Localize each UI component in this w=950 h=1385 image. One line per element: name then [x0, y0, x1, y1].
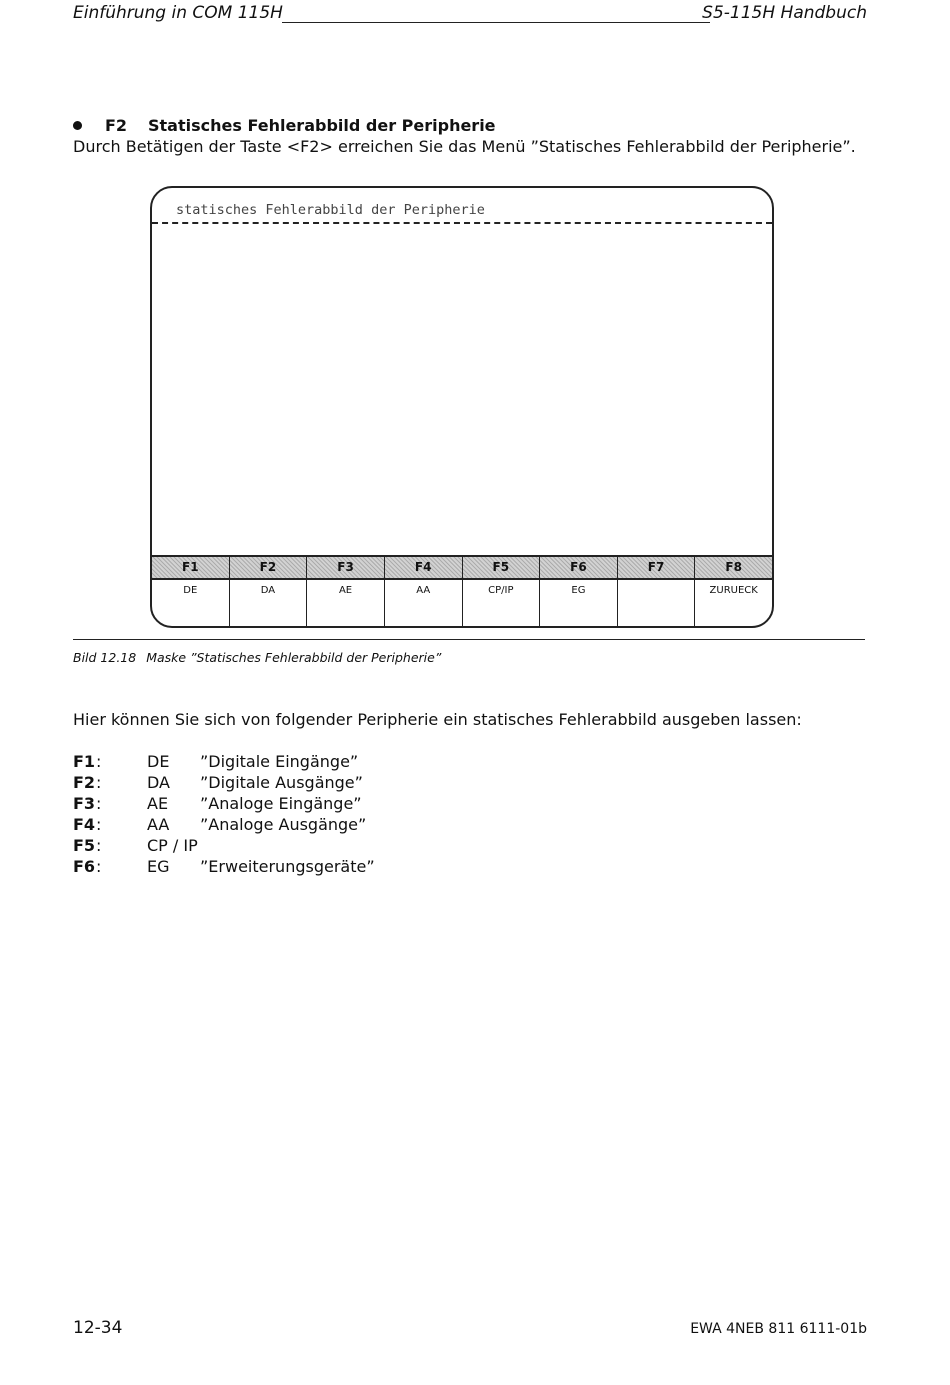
list-abbr: DE — [147, 752, 170, 771]
list-desc: ”Digitale Eingänge” — [200, 752, 359, 771]
fkey-action — [618, 580, 695, 585]
header-rule — [282, 22, 710, 23]
fkey-f4[interactable] — [385, 555, 463, 626]
fkey-f3[interactable] — [307, 555, 385, 626]
list-key: F5 — [73, 836, 96, 855]
page-number: 12-34 — [73, 1318, 123, 1338]
body-paragraph: Hier können Sie sich von folgender Peripherie ein statisches Fehlerabbild ausgeben lassen: — [73, 710, 802, 729]
list-colon: : — [96, 815, 102, 834]
fkey-action: DE — [183, 585, 198, 596]
header-right-title: S5-115H Handbuch — [702, 3, 867, 23]
figure-caption-text: Maske ”Statisches Fehlerabbild der Peripherie” — [146, 650, 442, 665]
fkey-label: F2 — [230, 555, 307, 580]
figure-number: Bild 12.18 — [73, 650, 137, 665]
header-left-title: Einführung in COM 115H — [73, 3, 283, 23]
fkey-action: ZURUECK — [709, 585, 758, 596]
list-abbr: EG — [147, 857, 170, 876]
terminal-screen-mask — [150, 186, 774, 628]
list-colon: : — [96, 773, 102, 792]
list-key: F1 — [73, 752, 96, 771]
section-key: F2 — [105, 116, 128, 135]
fkey-action: AA — [416, 585, 431, 596]
bullet-icon — [73, 121, 82, 130]
fkey-label: F7 — [618, 555, 695, 580]
figure-caption — [73, 650, 441, 665]
list-desc: ”Analoge Eingänge” — [200, 794, 362, 813]
list-colon: : — [96, 836, 102, 855]
list-colon: : — [96, 752, 102, 771]
list-abbr: DA — [147, 773, 170, 792]
fkey-label: F1 — [152, 555, 229, 580]
fkey-label: F4 — [385, 555, 462, 580]
fkey-label: F3 — [307, 555, 384, 580]
fkey-f6[interactable] — [540, 555, 618, 626]
section-title: Statisches Fehlerabbild der Peripherie — [148, 116, 496, 135]
list-key: F2 — [73, 773, 96, 792]
fkey-f5[interactable] — [463, 555, 541, 626]
list-key: F3 — [73, 794, 96, 813]
screen-dashed-divider — [152, 222, 772, 224]
fkey-label: F8 — [695, 555, 772, 580]
fkey-action: DA — [260, 585, 276, 596]
fkey-action: AE — [338, 585, 353, 596]
list-colon: : — [96, 794, 102, 813]
fkey-label: F5 — [463, 555, 540, 580]
fkey-f2[interactable] — [230, 555, 308, 626]
list-abbr: AE — [147, 794, 169, 813]
fkey-action: EG — [571, 585, 586, 596]
fkey-action: CP/IP — [488, 585, 514, 596]
fkey-f7[interactable] — [618, 555, 696, 626]
fkey-f1[interactable] — [152, 555, 230, 626]
function-key-bar — [152, 555, 772, 626]
list-desc: ”Erweiterungsgeräte” — [200, 857, 375, 876]
list-key: F4 — [73, 815, 96, 834]
caption-rule — [73, 639, 865, 640]
list-colon: : — [96, 857, 102, 876]
fkey-f8[interactable] — [695, 555, 772, 626]
list-key: F6 — [73, 857, 96, 876]
fkey-label: F6 — [540, 555, 617, 580]
list-desc: ”Digitale Ausgänge” — [200, 773, 363, 792]
section-intro: Durch Betätigen der Taste <F2> erreichen Sie das Menü ”Statisches Fehlerabbild der Peripherie”. — [73, 137, 856, 156]
list-abbr: CP / IP — [147, 836, 198, 855]
screen-title: statisches Fehlerabbild der Peripherie — [176, 202, 485, 218]
list-abbr: AA — [147, 815, 170, 834]
document-id: EWA 4NEB 811 6111-01b — [690, 1321, 867, 1337]
list-desc: ”Analoge Ausgänge” — [200, 815, 367, 834]
